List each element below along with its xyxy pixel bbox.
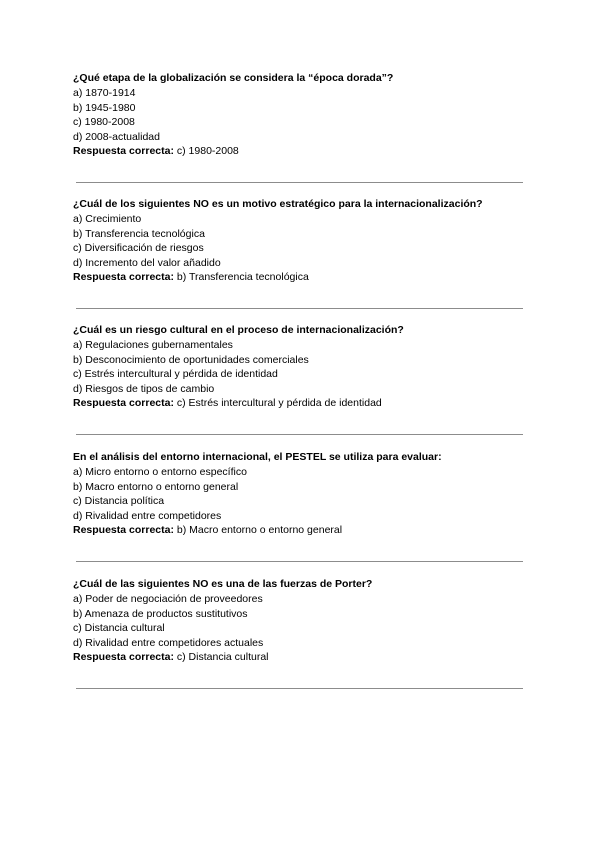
option-c: c) Estrés intercultural y pérdida de identidad — [73, 368, 278, 381]
divider — [76, 688, 523, 689]
option-d: d) Incremento del valor añadido — [73, 256, 221, 269]
divider — [76, 182, 523, 183]
correct-answer — [73, 144, 533, 159]
question-text: ¿Cuál de los siguientes NO es un motivo estratégico para la internacionalización? — [73, 198, 483, 210]
question-text: ¿Cuál es un riesgo cultural en el proceso de internacionalización? — [73, 324, 404, 336]
answer-label: Respuesta correcta: — [73, 397, 174, 410]
option-d: d) Riesgos de tipos de cambio — [73, 382, 215, 395]
option-b: b) Transferencia tecnológica — [73, 227, 205, 240]
option-c: c) Distancia cultural — [73, 622, 165, 635]
options-list — [73, 212, 533, 270]
options-list — [73, 592, 533, 650]
answer-value: b) Transferencia tecnológica — [176, 271, 309, 284]
options-list — [73, 338, 533, 396]
option-d: d) 2008-actualidad — [73, 130, 160, 143]
answer-value: b) Macro entorno o entorno general — [176, 524, 343, 537]
answer-label: Respuesta correcta: — [73, 145, 174, 158]
question-block-4 — [73, 450, 533, 538]
option-b: b) Macro entorno o entorno general — [73, 480, 239, 493]
option-c: c) 1980-2008 — [73, 116, 135, 129]
option-a: a) Micro entorno o entorno específico — [73, 466, 247, 478]
option-b: b) 1945-1980 — [73, 101, 136, 114]
answer-value: c) 1980-2008 — [176, 145, 239, 158]
option-d: d) Rivalidad entre competidores actuales — [73, 636, 264, 649]
question-text: En el análisis del entorno internacional, el PESTEL se utiliza para evaluar: — [73, 451, 442, 463]
options-list — [73, 86, 533, 144]
options-list — [73, 465, 533, 523]
option-c: c) Diversificación de riesgos — [73, 242, 204, 255]
answer-value: c) Distancia cultural — [176, 651, 269, 664]
divider — [76, 308, 523, 309]
option-b: b) Desconocimiento de oportunidades comerciales — [73, 353, 309, 366]
option-a: a) Crecimiento — [73, 213, 142, 225]
question-block-5 — [73, 577, 533, 665]
option-c: c) Distancia política — [73, 495, 165, 508]
option-a: a) 1870-1914 — [73, 87, 136, 99]
answer-label: Respuesta correcta: — [73, 271, 174, 284]
option-a: a) Regulaciones gubernamentales — [73, 339, 233, 351]
option-d: d) Rivalidad entre competidores — [73, 509, 222, 522]
option-a: a) Poder de negociación de proveedores — [73, 593, 263, 605]
correct-answer — [73, 270, 533, 285]
question-text: ¿Qué etapa de la globalización se considera la “época dorada”? — [73, 72, 394, 84]
option-b: b) Amenaza de productos sustitutivos — [73, 607, 248, 620]
question-block-1 — [73, 71, 533, 159]
question-block-3 — [73, 323, 533, 411]
answer-value: c) Estrés intercultural y pérdida de identidad — [176, 397, 382, 410]
correct-answer — [73, 650, 533, 665]
answer-label: Respuesta correcta: — [73, 651, 174, 664]
divider — [76, 434, 523, 435]
answer-label: Respuesta correcta: — [73, 524, 174, 537]
correct-answer — [73, 396, 533, 411]
question-block-2 — [73, 197, 533, 285]
correct-answer — [73, 523, 533, 538]
question-text: ¿Cuál de las siguientes NO es una de las fuerzas de Porter? — [73, 578, 373, 590]
divider — [76, 561, 523, 562]
